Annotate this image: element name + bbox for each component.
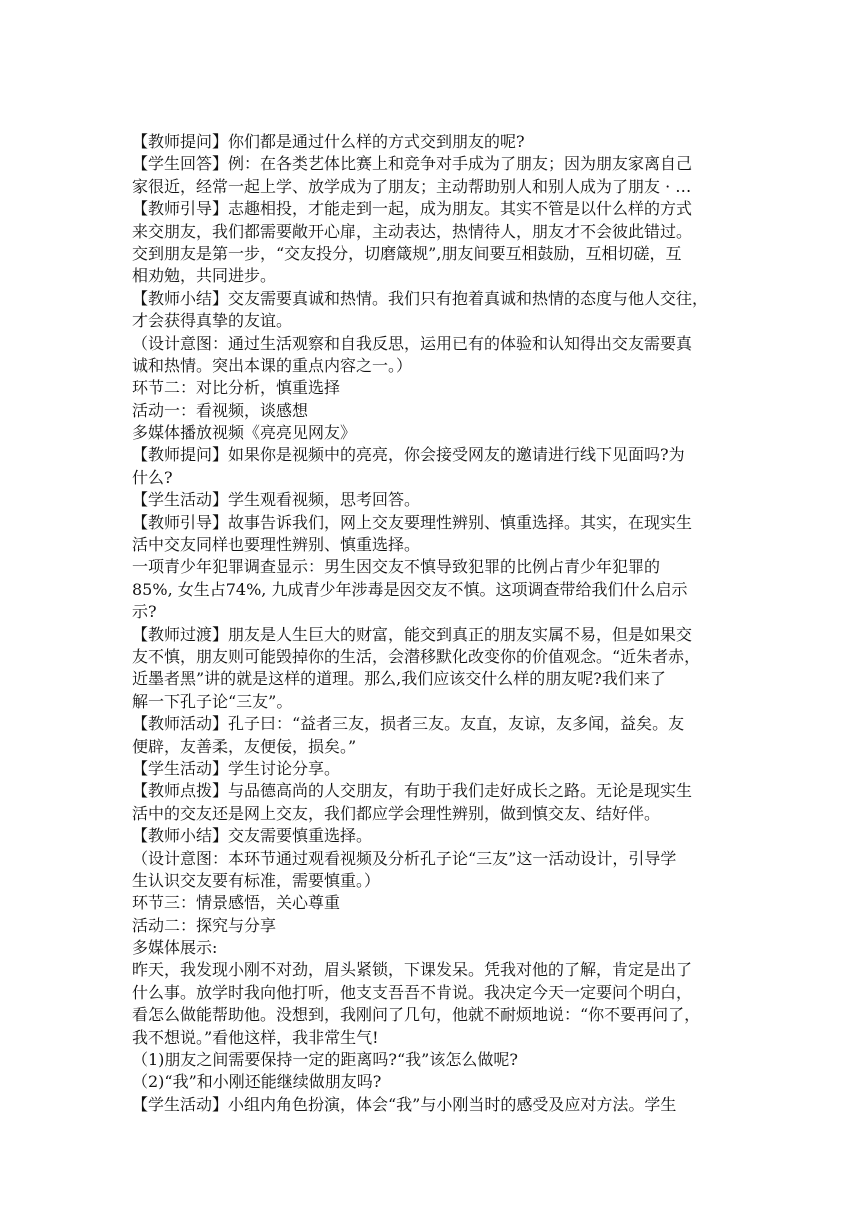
text-line: 活中交友同样也要理性辨别、慎重选择。: [132, 535, 421, 555]
text-line: 一项青少年犯罪调查显示：男生因交友不慎导致犯罪的比例占青少年犯罪的: [132, 557, 661, 577]
text-line: 什么?: [132, 467, 173, 487]
text-line: 85%, 女生占74%, 九成青少年涉毒是因交友不慎。这项调查带给我们什么启示: [132, 579, 688, 599]
activity-heading: 活动一：看视频，谈感想: [132, 400, 309, 420]
text-line: 【学生回答】例：在各类艺体比赛上和竞争对手成为了朋友；因为朋友家离自己: [132, 154, 693, 174]
text-line: 【教师引导】志趣相投，才能走到一起，成为朋友。其实不管是以什么样的方式: [132, 199, 693, 219]
text-line: 【教师小结】交友需要真诚和热情。我们只有抱着真诚和热情的态度与他人交往，: [132, 288, 709, 308]
text-line: 【教师引导】故事告诉我们，网上交友要理性辨别、慎重选择。其实，在现实生: [132, 512, 693, 532]
text-line: 生认识交友要有标准，需要慎重。）: [132, 870, 381, 890]
text-line: 诚和热情。突出本课的重点内容之一。）: [132, 355, 413, 375]
text-line: 【学生活动】学生讨论分享。: [132, 758, 341, 778]
text-line: 来交朋友，我们都需要敞开心扉，主动表达，热情待人，朋友才不会彼此错过。: [132, 221, 693, 241]
text-line: 活中的交友还是网上交友，我们都应学会理性辨别，做到慎交友、结好伴。: [132, 803, 661, 823]
text-line: 示?: [132, 602, 157, 622]
question-item: （2)“我”和小刚还能继续做朋友吗?: [132, 1072, 382, 1092]
text-line: （设计意图：通过生活观察和自我反思，运用已有的体验和认知得出交友需要真: [132, 333, 693, 353]
text-line: 【教师过渡】朋友是人生巨大的财富，能交到真正的朋友实属不易，但是如果交: [132, 624, 693, 644]
text-line: 多媒体展示:: [132, 938, 218, 958]
text-line: 看怎么做能帮助他。没想到，我刚问了几句，他就不耐烦地说：“你不要再问了，: [132, 1005, 701, 1025]
text-line: 昨天，我发现小刚不对劲，眉头紧锁，下课发呆。凭我对他的了解，肯定是出了: [132, 960, 693, 980]
text-line: 【学生活动】学生观看视频，思考回答。: [132, 490, 421, 510]
text-line: 家很近，经常一起上学、放学成为了朋友；主动帮助别人和别人成为了朋友 · …: [132, 176, 692, 196]
text-line: 多媒体播放视频《亮亮见网友》: [132, 423, 357, 443]
section-heading: 环节三：情景感悟，关心尊重: [132, 893, 341, 913]
activity-heading: 活动二：探究与分享: [132, 915, 277, 935]
text-line: 才会获得真挚的友谊。: [132, 311, 293, 331]
text-line: 解一下孔子论“三友”。: [132, 691, 293, 711]
text-line: 【学生活动】小组内角色扮演，体会“我”与小刚当时的感受及应对方法。学生: [132, 1094, 677, 1114]
text-line: 我不想说。”看他这样，我非常生气!: [132, 1027, 379, 1047]
text-line: （设计意图：本环节通过观看视频及分析孔子论“三友”这一活动设计，引导学: [132, 848, 677, 868]
text-line: 什么事。放学时我向他打听，他支支吾吾不肯说。我决定今天一定要问个明白，: [132, 982, 693, 1002]
question-item: （1)朋友之间需要保持一定的距离吗?“我”该怎么做呢?: [132, 1050, 518, 1070]
text-line: 【教师活动】孔子曰：“益者三友，损者三友。友直，友谅，友多闻，益矣。友: [132, 714, 685, 734]
text-line: 便辟，友善柔，友便佞，损矣。”: [132, 736, 357, 756]
text-line: 【教师提问】如果你是视频中的亮亮，你会接受网友的邀请进行线下见面吗?为: [132, 445, 685, 465]
text-line: 【教师点拨】与品德高尚的人交朋友，有助于我们走好成长之路。无论是现实生: [132, 781, 693, 801]
text-line: 友不慎，朋友则可能毁掉你的生活，会潜移默化改变你的价值观念。“近朱者赤，: [132, 646, 701, 666]
text-line: 【教师提问】你们都是通过什么样的方式交到朋友的呢?: [132, 132, 525, 151]
document-body: [132, 131, 744, 1116]
section-heading: 环节二：对比分析，慎重选择: [132, 378, 341, 398]
text-line: 相劝勉，共同进步。: [132, 266, 277, 286]
text-line: 近墨者黑”讲的就是这样的道理。那么,我们应该交什么样的朋友呢?我们来了: [132, 669, 666, 689]
text-line: 交到朋友是第一步，“交友投分，切磨箴规”,朋友间要互相鼓励，互相切磋，互: [132, 243, 682, 263]
text-line: 【教师小结】交友需要慎重选择。: [132, 826, 373, 846]
